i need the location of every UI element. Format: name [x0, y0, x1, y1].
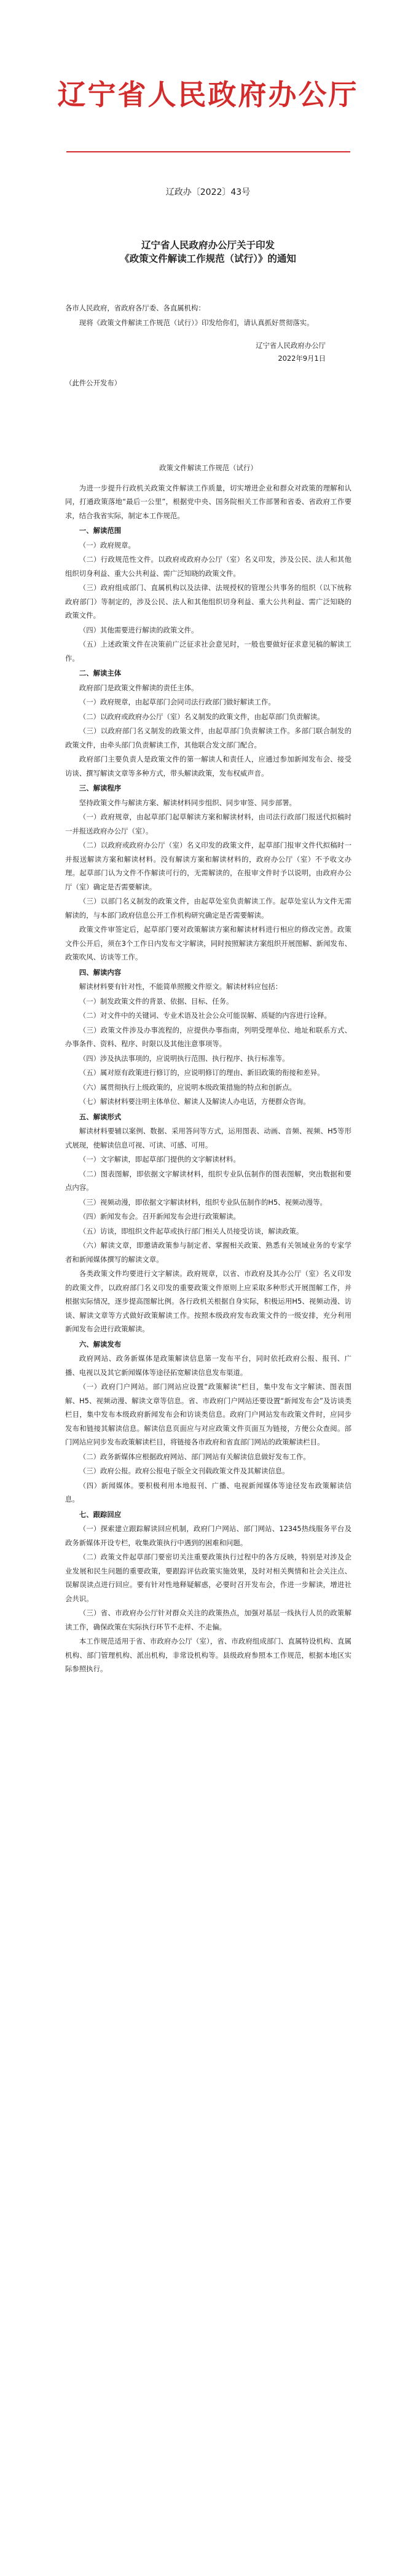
paragraph: （一）政府门户网站。部门网站应设置“政策解读”栏目，集中发布文字解读、图表图解、H5、视频动漫、解读文章等信息。省、市政府门户网站还要设置“新闻发布会”及访谈类栏目，集中发布本级政府新闻发布会和访谈类信息。政府门户网站发布政策文件时，应同步发布和链接其解读信息。解读信息页面应与对应政策文件页面互为链接，方便公众查阅。部门网站应同步发布政策解读栏目，将链接各市政府和省直部门网站的政策解读栏目。: [65, 1382, 351, 1446]
paragraph: （五）属对原有政策进行修订的，应说明修订的理由、新旧政策的衔接和差异。: [79, 1068, 324, 1077]
paragraph: 政府部门是政策文件解读的责任主体。: [79, 683, 198, 692]
notice-text: 现将《政策文件解读工作规范（试行）》印发给你们，请认真抓好贯彻落实。: [79, 318, 314, 327]
paragraph: （三）以政府部门名义制发的政策文件，由起草部门负责解读工作。多部门联合制发的政策文件，由牵头部门负责解读工作，其他联合发文部门配合。: [65, 727, 351, 749]
paragraph: （三）视频动漫，即依据文字解读材料，组织专业队伍制作的H5、视频动漫等。: [79, 1197, 327, 1207]
document-number: 辽政办〔2022〕43号: [165, 187, 251, 197]
red-divider: [66, 151, 350, 152]
paragraph: （四）新闻发布会。召开新闻发布会进行政策解读。: [79, 1212, 240, 1221]
paragraph: （五）访谈，即组织文件起草或执行部门相关人员接受访谈，解读政策。: [79, 1226, 304, 1235]
paragraph: （二）以政府或政府办公厅（室）名义制发的政策文件，由起草部门负责解读。: [79, 712, 324, 721]
signature-block: [65, 339, 351, 365]
paragraph: 政府部门主要负责人是政策文件的第一解读人和责任人，应通过参加新闻发布会、接受访谈、撰写解读文章等多种方式，带头解读政策，发布权威声音。: [65, 755, 351, 778]
paragraph: （二）政策文件起草部门要密切关注重要政策执行过程中的各方反映，特别是对涉及企业发展和民生问题的重要政策，要跟踪评估政策实施效果，及时对相关舆情和社会关注点、误解误读点进行回应。要有针对性地释疑解惑，必要时召开发布会，作进一步解读，增进社会共识。: [65, 1553, 351, 1603]
signature: 辽宁省人民政府办公厅: [256, 341, 326, 350]
paragraph: （二）对文件中的关键词、专业术语及社会公众可能误解、质疑的内容进行诠释。: [79, 1011, 331, 1020]
paragraph: （三）政策文件涉及办事流程的，应提供办事指南，列明受理单位、地址和联系方式、办事条件、资料、程序、时限以及其他注意事项等。: [65, 1025, 351, 1048]
addressees: 各市人民政府，省政府各厅委、各直属机构：: [65, 304, 205, 312]
paragraph: 解读材料要辅以案例、数据、采用答问等方式，运用图表、动画、音频、视频、H5等形式展现，使解读信息可视、可读、可感、可用。: [65, 1127, 351, 1149]
paragraph: （二）行政规范性文件。以政府或政府办公厅（室）名义印发，涉及公民、法人和其他组织切身利益、重大公共利益、需广泛知晓的政策文件。: [65, 555, 351, 578]
paragraph: （四）新闻媒体。要积极利用本地报刊、广播、电视新闻媒体等途径发布政策解读信息。: [65, 1481, 351, 1503]
paragraph: 解读材料要有针对性，不能简单照搬文件原文。解读材料应包括：: [79, 982, 283, 991]
paragraph: （二）以政府或政府办公厅（室）名义印发的政策文件，起草部门报审文件代拟稿时一并报送解读方案和解读材料。没有解读方案和解读材料的，政府办公厅（室）不予收文办理。起草部门认为文件不作解读可行的，无需解读的，在报审文件时予以说明，由政府办公厅（室）确定是否需要解读。: [65, 841, 351, 891]
paragraph: 政策文件审签定后，起草部门要对政策解读方案和解读材料进行相应的修改完善。政策文件公开后，须在3个工作日内发布文字解读，同时按照解读方案组织开展图解、新闻发布、政策吹风、访谈等工作。: [65, 925, 351, 961]
paragraph: 政府网站、政务新媒体是政策解读信息第一发布平台，同时依托政府公报、报刊、广播、电视以及其它新闻媒体等途径拓宽解读信息发布渠道。: [65, 1354, 351, 1377]
spec-title: 政策文件解读工作规范（试行）: [159, 463, 257, 472]
paragraph: 各类政策文件均要进行文字解读。政府规章，以省、市政府及其办公厅（室）名义印发的政策文件，以政府部门名义印发的重要政策文件原则上应采取多种形式开展图解工作，并根据实际情况，逐步提高图解比例。各行政机关根据自身实际，积极运用H5、视频动漫、访谈、解读文章等方式做好政策解读工作。按照本级政府发布政策文件的一级安排，充分利用新闻发布会进行政策解读。: [65, 1269, 351, 1333]
paragraph: （三）省、市政府办公厅针对群众关注的政策热点，加强对基层一线执行人员的政策解读工作，确保政策在实际执行环节不走样、不走偏。: [65, 1609, 351, 1631]
notice-title-line-2: 《政策文件解读工作规范（试行）》的通知: [120, 253, 296, 264]
paragraph: （一）政府规章。: [79, 540, 135, 549]
paragraph: （一）政府规章，由起草部门起草解读方案和解读材料，由司法行政部门报送代拟稿时一并报送政府办公厅（室）。: [65, 813, 351, 835]
section-heading: 三、解读程序: [79, 784, 122, 792]
paragraph: （二）图表图解，即依据文字解读材料，组织专业队伍制作的图表图解，突出数据和要点内容。: [65, 1169, 351, 1192]
paragraph: （五）上述政策文件在决策前广泛征求社会意见时，一般也要做好征求意见稿的解读工作。: [65, 640, 351, 663]
section-heading: 五、解读形式: [79, 1112, 122, 1121]
notice-title-line-1: 辽宁省人民政府办公厅关于印发: [141, 240, 275, 251]
paragraph: 坚持政策文件与解读方案、解读材料同步组织、同步审签、同步部署。: [79, 798, 296, 807]
spec-intro: 为进一步提升行政机关政策文件解读工作质量，切实增进企业和群众对政策的理解和认同，打通政策落地“最后一公里”，根据党中央、国务院相关工作部署和省委、省政府工作要求，结合我省实际，制定本工作规范。: [65, 483, 351, 520]
notice-title: [0, 238, 416, 266]
paragraph: （六）解读文章，即邀请政策参与制定者、掌握相关政策、熟悉有关领域业务的专家学者和新闻媒体撰写的解读文章。: [65, 1241, 351, 1264]
paragraph: （四）其他需要进行解读的政策文件。: [79, 625, 198, 634]
paragraph: （七）解读材料要注明主体单位、解读人及解读人办电话，方便群众咨询。: [79, 1097, 310, 1106]
issuer-masthead: 辽宁省人民政府办公厅: [57, 78, 359, 111]
public-release-note: （此件公开发布）: [65, 379, 122, 387]
section-heading: 七、跟踪回应: [79, 1510, 122, 1519]
paragraph: （三）政府组成部门、直属机构以及法律、法规授权的管理公共事务的组织（以下统称政府部门）等制定的，涉及公民、法人和其他组织切身利益、重大公共利益、需广泛知晓的政策文件。: [65, 583, 351, 620]
paragraph: （一）探索建立跟踪解读回应机制，政府门户网站、部门网站、12345热线服务平台及政务新媒体开设专栏，收集政策执行中遇到的困难和问题。: [65, 1524, 351, 1547]
paragraph: （三）以部门名义制发的政策文件，由起草处室负责解读工作。起草处室认为文件无需解读的，与本部门政府信息公开工作机构研究确定是否需要解读。: [65, 897, 351, 920]
section-heading: 二、解读主体: [79, 669, 122, 677]
paragraph: 本工作规范适用于省、市政府办公厅（室），省、市政府组成部门、直属特设机构、直属机构、部门管理机构、派出机构，非常设机构等。县级政府参照本工作规范，根据本地区实际参照执行。: [65, 1637, 351, 1673]
section-heading: 六、解读发布: [79, 1339, 122, 1349]
signature-date: 2022年9月1日: [278, 354, 326, 363]
paragraph: （一）文字解读，即起草部门提供的文字解读材料。: [79, 1155, 240, 1164]
section-heading: 一、解读范围: [79, 526, 122, 535]
paragraph: （二）政务新媒体应根据政府网站、部门网站有关解读信息做好发布工作。: [79, 1452, 310, 1461]
paragraph: （四）涉及执法事项的，应说明执行范围、执行程序、执行标准等。: [79, 1054, 289, 1063]
spec-body: [65, 461, 351, 1677]
notice-body: [65, 301, 351, 391]
paragraph: （三）政府公报。政府公报电子版全文刊载政策文件及其解读信息。: [79, 1467, 289, 1475]
paragraph: （一）制发政策文件的背景、依据、目标、任务。: [79, 996, 234, 1006]
paragraph: （一）政府规章，由起草部门会同司法行政部门做好解读工作。: [79, 698, 275, 706]
section-heading: 四、解读内容: [79, 967, 122, 977]
paragraph: （六）属贯彻执行上级政策的，应说明本级政策措施的特点和创新点。: [79, 1082, 296, 1092]
